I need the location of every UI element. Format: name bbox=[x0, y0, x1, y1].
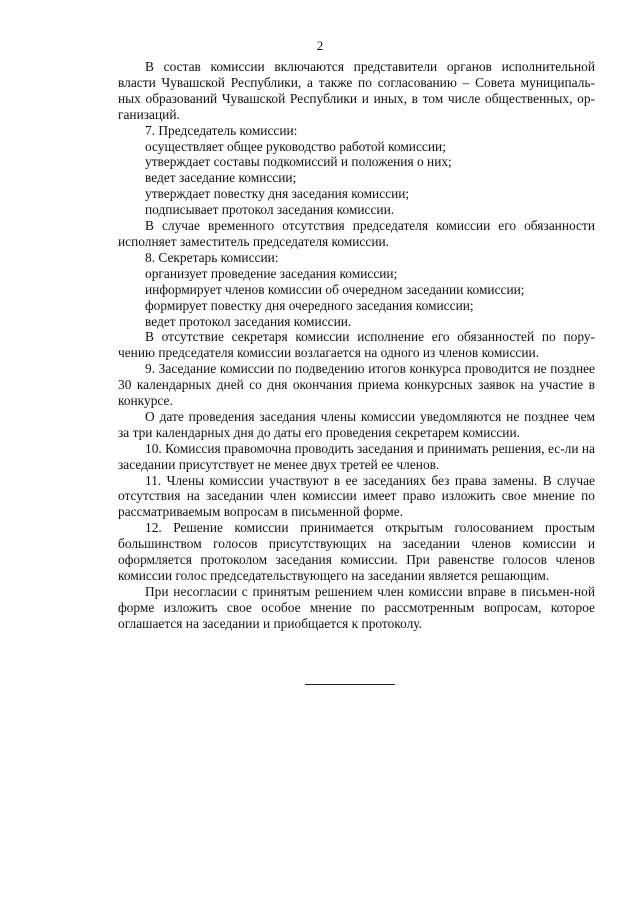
list-item-chair-duty: подписывает протокол заседания комиссии. bbox=[145, 202, 395, 218]
end-of-document-rule bbox=[305, 684, 395, 685]
page-number: 2 bbox=[316, 38, 324, 53]
list-item-secretary-duty: организует проведение заседания комиссии; bbox=[145, 265, 398, 281]
list-item-secretary-duty: информирует членов комиссии об очередном заседании комиссии; bbox=[145, 281, 525, 297]
paragraph-item-7-heading: 7. Председатель комиссии: bbox=[145, 122, 298, 138]
paragraph-commission-composition: В состав комиссии включаются представители органов исполнительной власти Чувашской Республики, а также по согласованию – Совета муниципаль-ных образований Чувашской Республики и иных, в том числе общественных, ор-ганизаций. bbox=[118, 59, 595, 122]
paragraph-item-12: 12. Решение комиссии принимается открытым голосованием простым большинством голосов присутствующих на заседании членов комиссии и оформляется протоколом заседания комиссии. При равенстве голосов членов комиссии голос председательствующего на заседании является решающим. bbox=[118, 520, 595, 583]
paragraph-item-11: 11. Члены комиссии участвуют в ее заседаниях без права замены. В случае отсутствия на заседании член комиссии имеет право изложить свое мнение по рассматриваемым вопросам в письменной форме. bbox=[118, 472, 595, 520]
paragraph-item-10: 10. Комиссия правомочна проводить заседания и принимать решения, ес-ли на заседании присутствует не менее двух третей ее членов. bbox=[118, 440, 595, 472]
paragraph-meeting-notice: О дате проведения заседания члены комиссии уведомляются не позднее чем за три календарных дня до даты его проведения секретарем комиссии. bbox=[118, 408, 595, 440]
list-item-chair-duty: утверждает составы подкомиссий и положения о них; bbox=[145, 154, 452, 170]
paragraph-item-8-heading: 8. Секретарь комиссии: bbox=[145, 249, 279, 265]
list-item-chair-duty: ведет заседание комиссии; bbox=[145, 170, 297, 186]
list-item-chair-duty: осуществляет общее руководство работой комиссии; bbox=[145, 138, 446, 154]
paragraph-chair-absence: В случае временного отсутствия председателя комиссии его обязанности исполняет заместитель председателя комиссии. bbox=[118, 218, 595, 249]
paragraph-item-9: 9. Заседание комиссии по подведению итогов конкурса проводится не позднее 30 календарных дней со дня окончания приема конкурсных заявок на участие в конкурсе. bbox=[118, 361, 595, 409]
paragraph-dissenting-opinion: При несогласии с принятым решением член комиссии вправе в письмен-ной форме изложить свое особое мнение по рассмотренным вопросам, которое оглашается на заседании и приобщается к протоколу. bbox=[118, 583, 595, 631]
list-item-secretary-duty: формирует повестку дня очередного заседания комиссии; bbox=[145, 297, 474, 313]
document-body bbox=[118, 59, 595, 632]
list-item-secretary-duty: ведет протокол заседания комиссии. bbox=[145, 313, 352, 329]
paragraph-secretary-absence: В отсутствие секретаря комиссии исполнение его обязанностей по пору-чению председателя комиссии возлагается на одного из членов комиссии. bbox=[118, 329, 595, 361]
list-item-chair-duty: утверждает повестку дня заседания комиссии; bbox=[145, 186, 410, 202]
